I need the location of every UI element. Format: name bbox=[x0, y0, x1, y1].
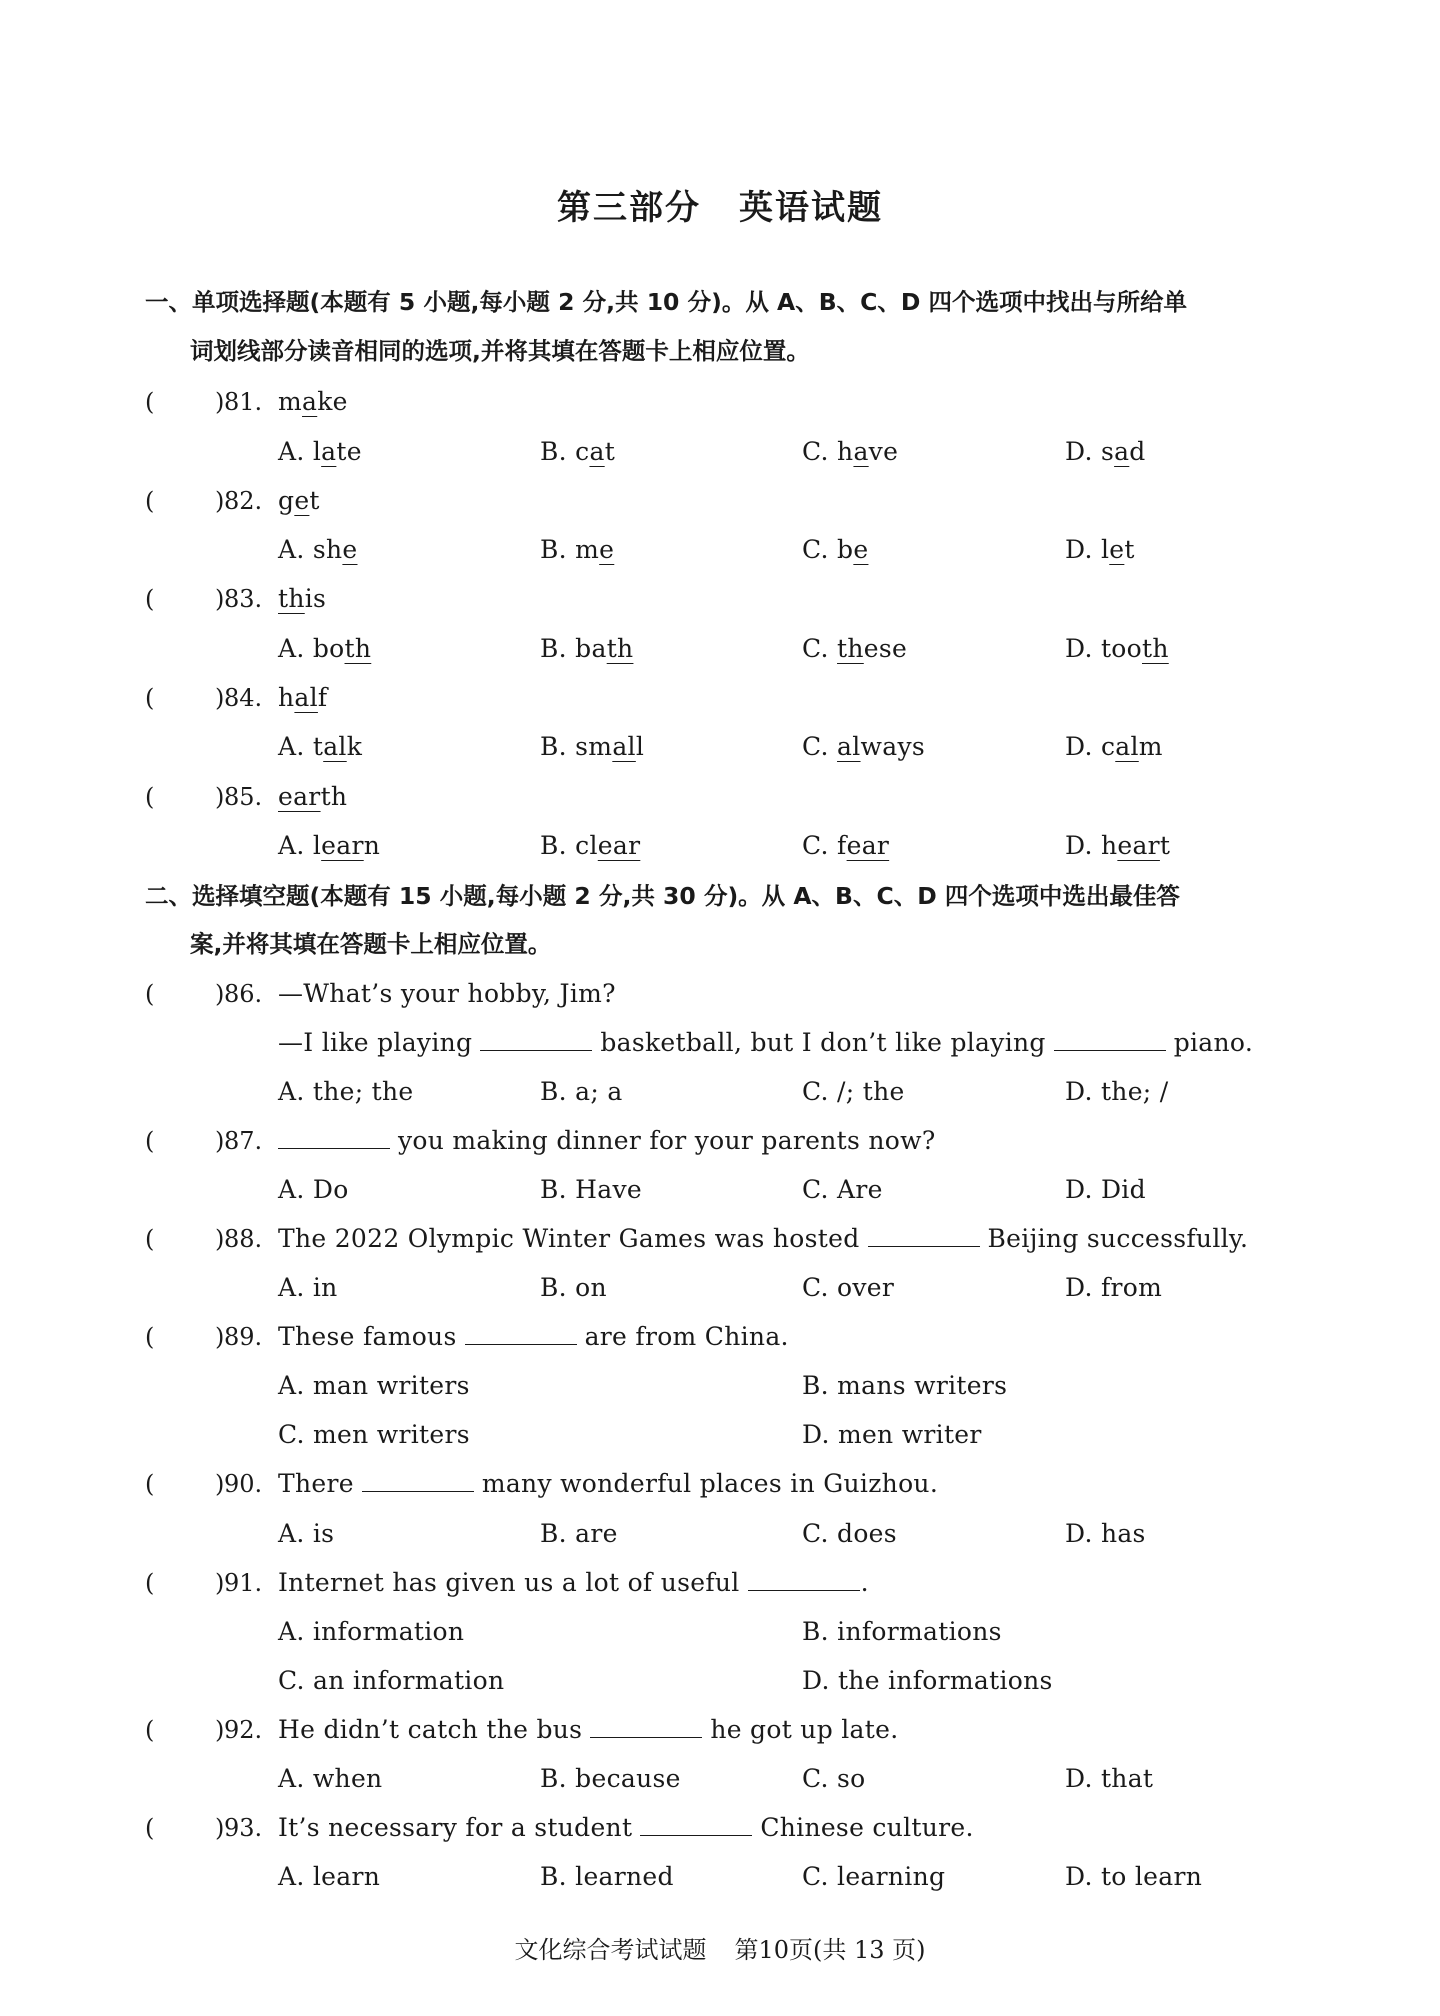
question-word: this bbox=[278, 584, 327, 613]
option-a: A. both bbox=[278, 634, 372, 663]
question-stem: These famous are from China. bbox=[278, 1322, 789, 1351]
option-b: B. clear bbox=[540, 831, 641, 860]
answer-blank bbox=[362, 1467, 474, 1492]
answer-bracket: ( ) bbox=[145, 388, 225, 416]
option-d: D. let bbox=[1065, 535, 1135, 564]
option-b: B. mans writers bbox=[802, 1371, 1008, 1400]
question-number: 83. bbox=[224, 585, 263, 613]
page-footer: 文化综合考试试题 第10页(共 13 页) bbox=[514, 1936, 926, 1964]
option-b: B. a; a bbox=[540, 1077, 623, 1106]
answer-bracket: ( ) bbox=[145, 1569, 225, 1597]
question-number: 81. bbox=[224, 388, 263, 416]
option-b: B. because bbox=[540, 1764, 681, 1793]
section-1-instruction-cont: 词划线部分读音相同的选项,并将其填在答题卡上相应位置。 bbox=[190, 337, 810, 365]
option-d: D. the; / bbox=[1065, 1077, 1169, 1106]
option-a: A. she bbox=[278, 535, 358, 564]
answer-bracket: ( ) bbox=[145, 1323, 225, 1351]
section-2-instruction-cont: 案,并将其填在答题卡上相应位置。 bbox=[190, 930, 552, 958]
option-a: A. learn bbox=[278, 831, 381, 860]
answer-blank bbox=[868, 1222, 980, 1247]
question-number: 86. bbox=[224, 980, 263, 1008]
answer-blank bbox=[640, 1811, 752, 1836]
question-number: 91. bbox=[224, 1569, 263, 1597]
answer-blank bbox=[590, 1713, 702, 1738]
option-a: A. talk bbox=[278, 732, 363, 761]
answer-bracket: ( ) bbox=[145, 783, 225, 811]
option-c: C. Are bbox=[802, 1175, 883, 1204]
option-c: C. always bbox=[802, 732, 926, 761]
option-a: A. learn bbox=[278, 1862, 381, 1891]
option-b: B. cat bbox=[540, 437, 616, 466]
option-b: B. on bbox=[540, 1273, 607, 1302]
answer-bracket: ( ) bbox=[145, 1814, 225, 1842]
option-d: D. to learn bbox=[1065, 1862, 1203, 1891]
answer-blank bbox=[278, 1124, 390, 1149]
question-word: half bbox=[278, 683, 328, 712]
page-title: 第三部分 英语试题 bbox=[557, 188, 883, 228]
question-number: 82. bbox=[224, 487, 263, 515]
option-a: A. the; the bbox=[278, 1077, 414, 1106]
option-d: D. men writer bbox=[802, 1420, 982, 1449]
option-d: D. sad bbox=[1065, 437, 1146, 466]
question-line-1: —What’s your hobby, Jim? bbox=[278, 979, 616, 1008]
question-word: earth bbox=[278, 782, 348, 811]
question-stem: There many wonderful places in Guizhou. bbox=[278, 1469, 939, 1498]
answer-bracket: ( ) bbox=[145, 1470, 225, 1498]
answer-bracket: ( ) bbox=[145, 1716, 225, 1744]
question-number: 84. bbox=[224, 684, 263, 712]
option-a: A. late bbox=[278, 437, 362, 466]
question-number: 88. bbox=[224, 1225, 263, 1253]
section-2-instruction: 二、选择填空题(本题有 15 小题,每小题 2 分,共 30 分)。从 A、B、C、D 四个选项中选出最佳答 bbox=[145, 882, 1180, 910]
option-a: A. is bbox=[278, 1519, 335, 1548]
section-1-instruction: 一、单项选择题(本题有 5 小题,每小题 2 分,共 10 分)。从 A、B、C、D 四个选项中找出与所给单 bbox=[145, 288, 1188, 316]
option-c: C. have bbox=[802, 437, 899, 466]
answer-bracket: ( ) bbox=[145, 1127, 225, 1155]
answer-blank bbox=[480, 1026, 592, 1051]
answer-bracket: ( ) bbox=[145, 487, 225, 515]
option-c: C. an information bbox=[278, 1666, 505, 1695]
option-d: D. has bbox=[1065, 1519, 1146, 1548]
answer-bracket: ( ) bbox=[145, 1225, 225, 1253]
option-b: B. informations bbox=[802, 1617, 1002, 1646]
option-c: C. learning bbox=[802, 1862, 946, 1891]
option-c: C. so bbox=[802, 1764, 866, 1793]
option-d: D. heart bbox=[1065, 831, 1171, 860]
option-c: C. be bbox=[802, 535, 869, 564]
option-d: D. from bbox=[1065, 1273, 1163, 1302]
option-d: D. calm bbox=[1065, 732, 1163, 761]
question-word: make bbox=[278, 387, 348, 416]
option-b: B. me bbox=[540, 535, 615, 564]
option-d: D. tooth bbox=[1065, 634, 1169, 663]
question-number: 93. bbox=[224, 1814, 263, 1842]
question-stem: The 2022 Olympic Winter Games was hosted Beijing successfully. bbox=[278, 1224, 1249, 1253]
answer-blank bbox=[748, 1566, 860, 1591]
option-b: B. small bbox=[540, 732, 645, 761]
question-number: 89. bbox=[224, 1323, 263, 1351]
answer-bracket: ( ) bbox=[145, 684, 225, 712]
answer-blank bbox=[465, 1320, 577, 1345]
option-d: D. that bbox=[1065, 1764, 1154, 1793]
option-a: A. information bbox=[278, 1617, 465, 1646]
question-stem: Internet has given us a lot of useful . bbox=[278, 1568, 869, 1597]
question-number: 90. bbox=[224, 1470, 263, 1498]
option-c: C. over bbox=[802, 1273, 895, 1302]
option-d: D. Did bbox=[1065, 1175, 1146, 1204]
question-stem: It’s necessary for a student Chinese culture. bbox=[278, 1813, 974, 1842]
question-number: 92. bbox=[224, 1716, 263, 1744]
option-c: C. fear bbox=[802, 831, 890, 860]
question-stem: He didn’t catch the bus he got up late. bbox=[278, 1715, 899, 1744]
option-c: C. /; the bbox=[802, 1077, 905, 1106]
question-stem: you making dinner for your parents now? bbox=[278, 1124, 936, 1158]
option-b: B. Have bbox=[540, 1175, 642, 1204]
question-number: 87. bbox=[224, 1127, 263, 1155]
option-b: B. learned bbox=[540, 1862, 674, 1891]
option-c: C. men writers bbox=[278, 1420, 470, 1449]
question-number: 85. bbox=[224, 783, 263, 811]
answer-bracket: ( ) bbox=[145, 980, 225, 1008]
option-a: A. Do bbox=[278, 1175, 349, 1204]
question-line-2: —I like playing basketball, but I don’t like playing piano. bbox=[278, 1028, 1254, 1057]
option-a: A. man writers bbox=[278, 1371, 470, 1400]
option-a: A. in bbox=[278, 1273, 338, 1302]
option-a: A. when bbox=[278, 1764, 383, 1793]
answer-blank bbox=[1054, 1026, 1166, 1051]
option-b: B. are bbox=[540, 1519, 618, 1548]
option-d: D. the informations bbox=[802, 1666, 1053, 1695]
option-c: C. does bbox=[802, 1519, 897, 1548]
option-b: B. bath bbox=[540, 634, 634, 663]
option-c: C. these bbox=[802, 634, 908, 663]
answer-bracket: ( ) bbox=[145, 585, 225, 613]
question-word: get bbox=[278, 486, 320, 515]
